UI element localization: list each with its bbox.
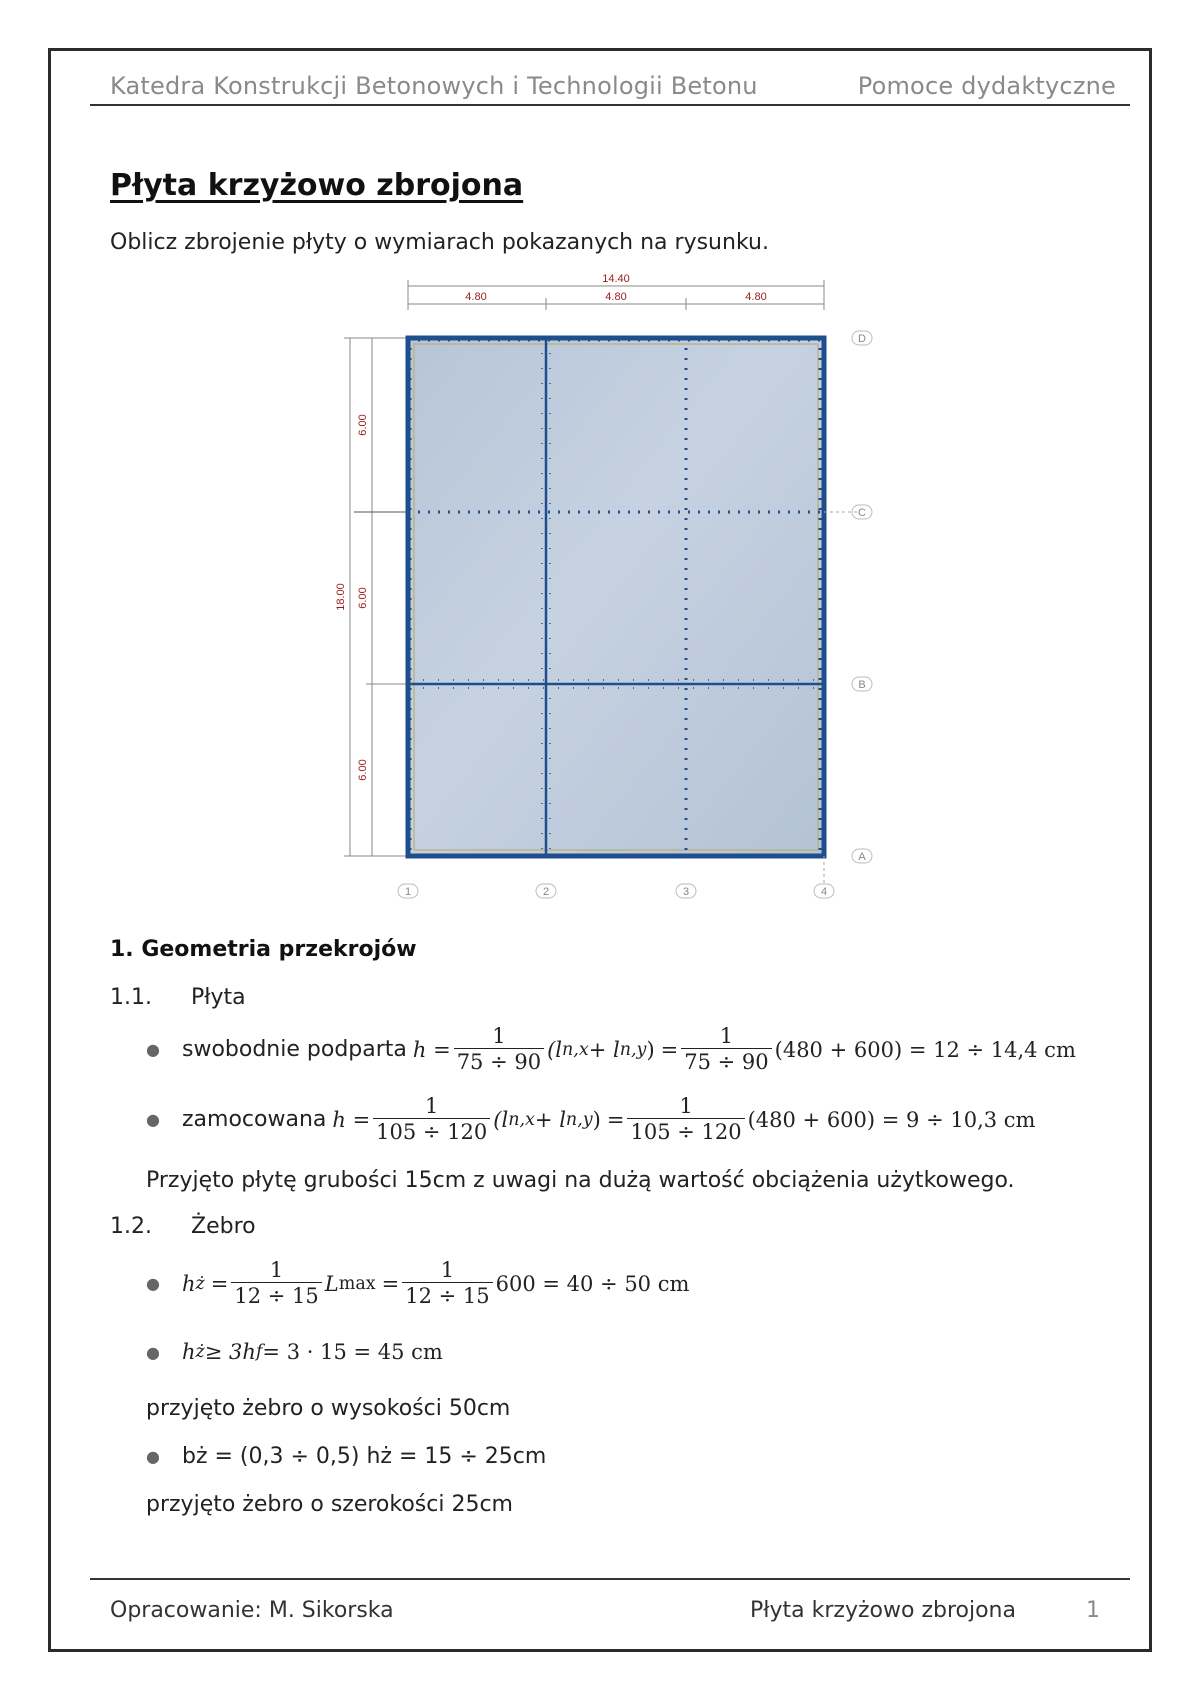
axis-markers-y: [852, 331, 872, 863]
dim-span-y3: 6.00: [357, 759, 369, 781]
axis-label-b: B: [858, 679, 866, 691]
header-divider: [90, 104, 1130, 106]
rib-height-note: przyjęto żebro o wysokości 50cm: [146, 1396, 511, 1421]
page-title: Płyta krzyżowo zbrojona: [110, 168, 524, 203]
formula-label: zamocowana: [182, 1107, 327, 1133]
axis-label-4: 4: [820, 886, 828, 898]
axis-label-d: D: [858, 333, 866, 345]
formula-simply-supported: [146, 1024, 1076, 1075]
footer-author: Opracowanie: M. Sikorska: [110, 1598, 394, 1623]
subsection-label: Płyta: [191, 985, 246, 1010]
formula: h ż = $\frac{1}{12 \div 15}$ L max = $\frac{1}{12 \div 15}$ 600 = 40 ÷ 50 cm: [182, 1258, 690, 1309]
subsection-rib: [110, 1214, 256, 1239]
axis-markers-x: [398, 884, 834, 898]
subsection-number: 1.2.: [110, 1214, 152, 1239]
rib-width-note: przyjęto żebro o szerokości 25cm: [146, 1492, 513, 1517]
slab-thickness-note: Przyjęto płytę grubości 15cm z uwagi na dużą wartość obciążenia użytkowego.: [146, 1168, 1015, 1193]
formula-rib-min: [146, 1340, 443, 1364]
dim-total-height: 18.00: [335, 583, 347, 611]
bullet-icon: ●: [146, 1110, 160, 1130]
subsection-slab: [110, 985, 246, 1010]
bullet-icon: ●: [146, 1342, 160, 1362]
left-dimension-chain: [344, 338, 406, 856]
page-number: 1: [1086, 1598, 1100, 1623]
formula: bż = (0,3 ÷ 0,5) hż = 15 ÷ 25cm: [182, 1444, 547, 1469]
dim-span-y2: 6.00: [357, 587, 369, 609]
formula: h = $\frac{1}{75 \div 90}$ (l n,x + l n,y ) = $\frac{1}{75 \div 90}$ (480 + 600) = 12 ÷ 14,4 cm: [412, 1024, 1076, 1075]
formula-rib-height: [146, 1258, 689, 1309]
axis-label-3: 3: [682, 886, 690, 898]
axis-label-1: 1: [404, 886, 412, 898]
bullet-icon: ●: [146, 1274, 160, 1294]
subsection-number: 1.1.: [110, 985, 152, 1010]
axis-label-2: 2: [542, 886, 550, 898]
formula-fixed: [146, 1094, 1035, 1145]
section-heading-geometry: 1. Geometria przekrojów: [110, 937, 417, 962]
dim-span-x1: 4.80: [465, 291, 487, 303]
formula: h = $\frac{1}{105 \div 120}$ (l n,x + l n,y ) = $\frac{1}{105 \div 120}$ (480 + 600) = 9 ÷ 10,3 cm: [332, 1094, 1036, 1145]
footer-divider: [90, 1578, 1130, 1580]
axis-label-a: A: [858, 851, 866, 863]
slab-plan-drawing: [320, 266, 880, 906]
header-department: Katedra Konstrukcji Betonowych i Technologii Betonu: [110, 72, 758, 100]
formula: h ż ≥ 3h f = 3 · 15 = 45 cm: [182, 1340, 443, 1364]
dim-span-x2: 4.80: [605, 291, 627, 303]
footer-title: Płyta krzyżowo zbrojona: [750, 1598, 1016, 1623]
dim-span-x3: 4.80: [745, 291, 767, 303]
subsection-label: Żebro: [191, 1214, 256, 1239]
bullet-icon: ●: [146, 1447, 160, 1466]
formula-label: swobodnie podparta: [182, 1037, 407, 1063]
bullet-icon: ●: [146, 1040, 160, 1060]
formula-rib-width: [146, 1444, 546, 1469]
dim-total-width: 14.40: [602, 273, 630, 285]
header-category: Pomoce dydaktyczne: [857, 72, 1116, 100]
slab-outline: [408, 338, 824, 856]
dim-span-y1: 6.00: [357, 414, 369, 436]
task-description: Oblicz zbrojenie płyty o wymiarach pokazanych na rysunku.: [110, 230, 769, 255]
axis-label-c: C: [858, 507, 866, 519]
